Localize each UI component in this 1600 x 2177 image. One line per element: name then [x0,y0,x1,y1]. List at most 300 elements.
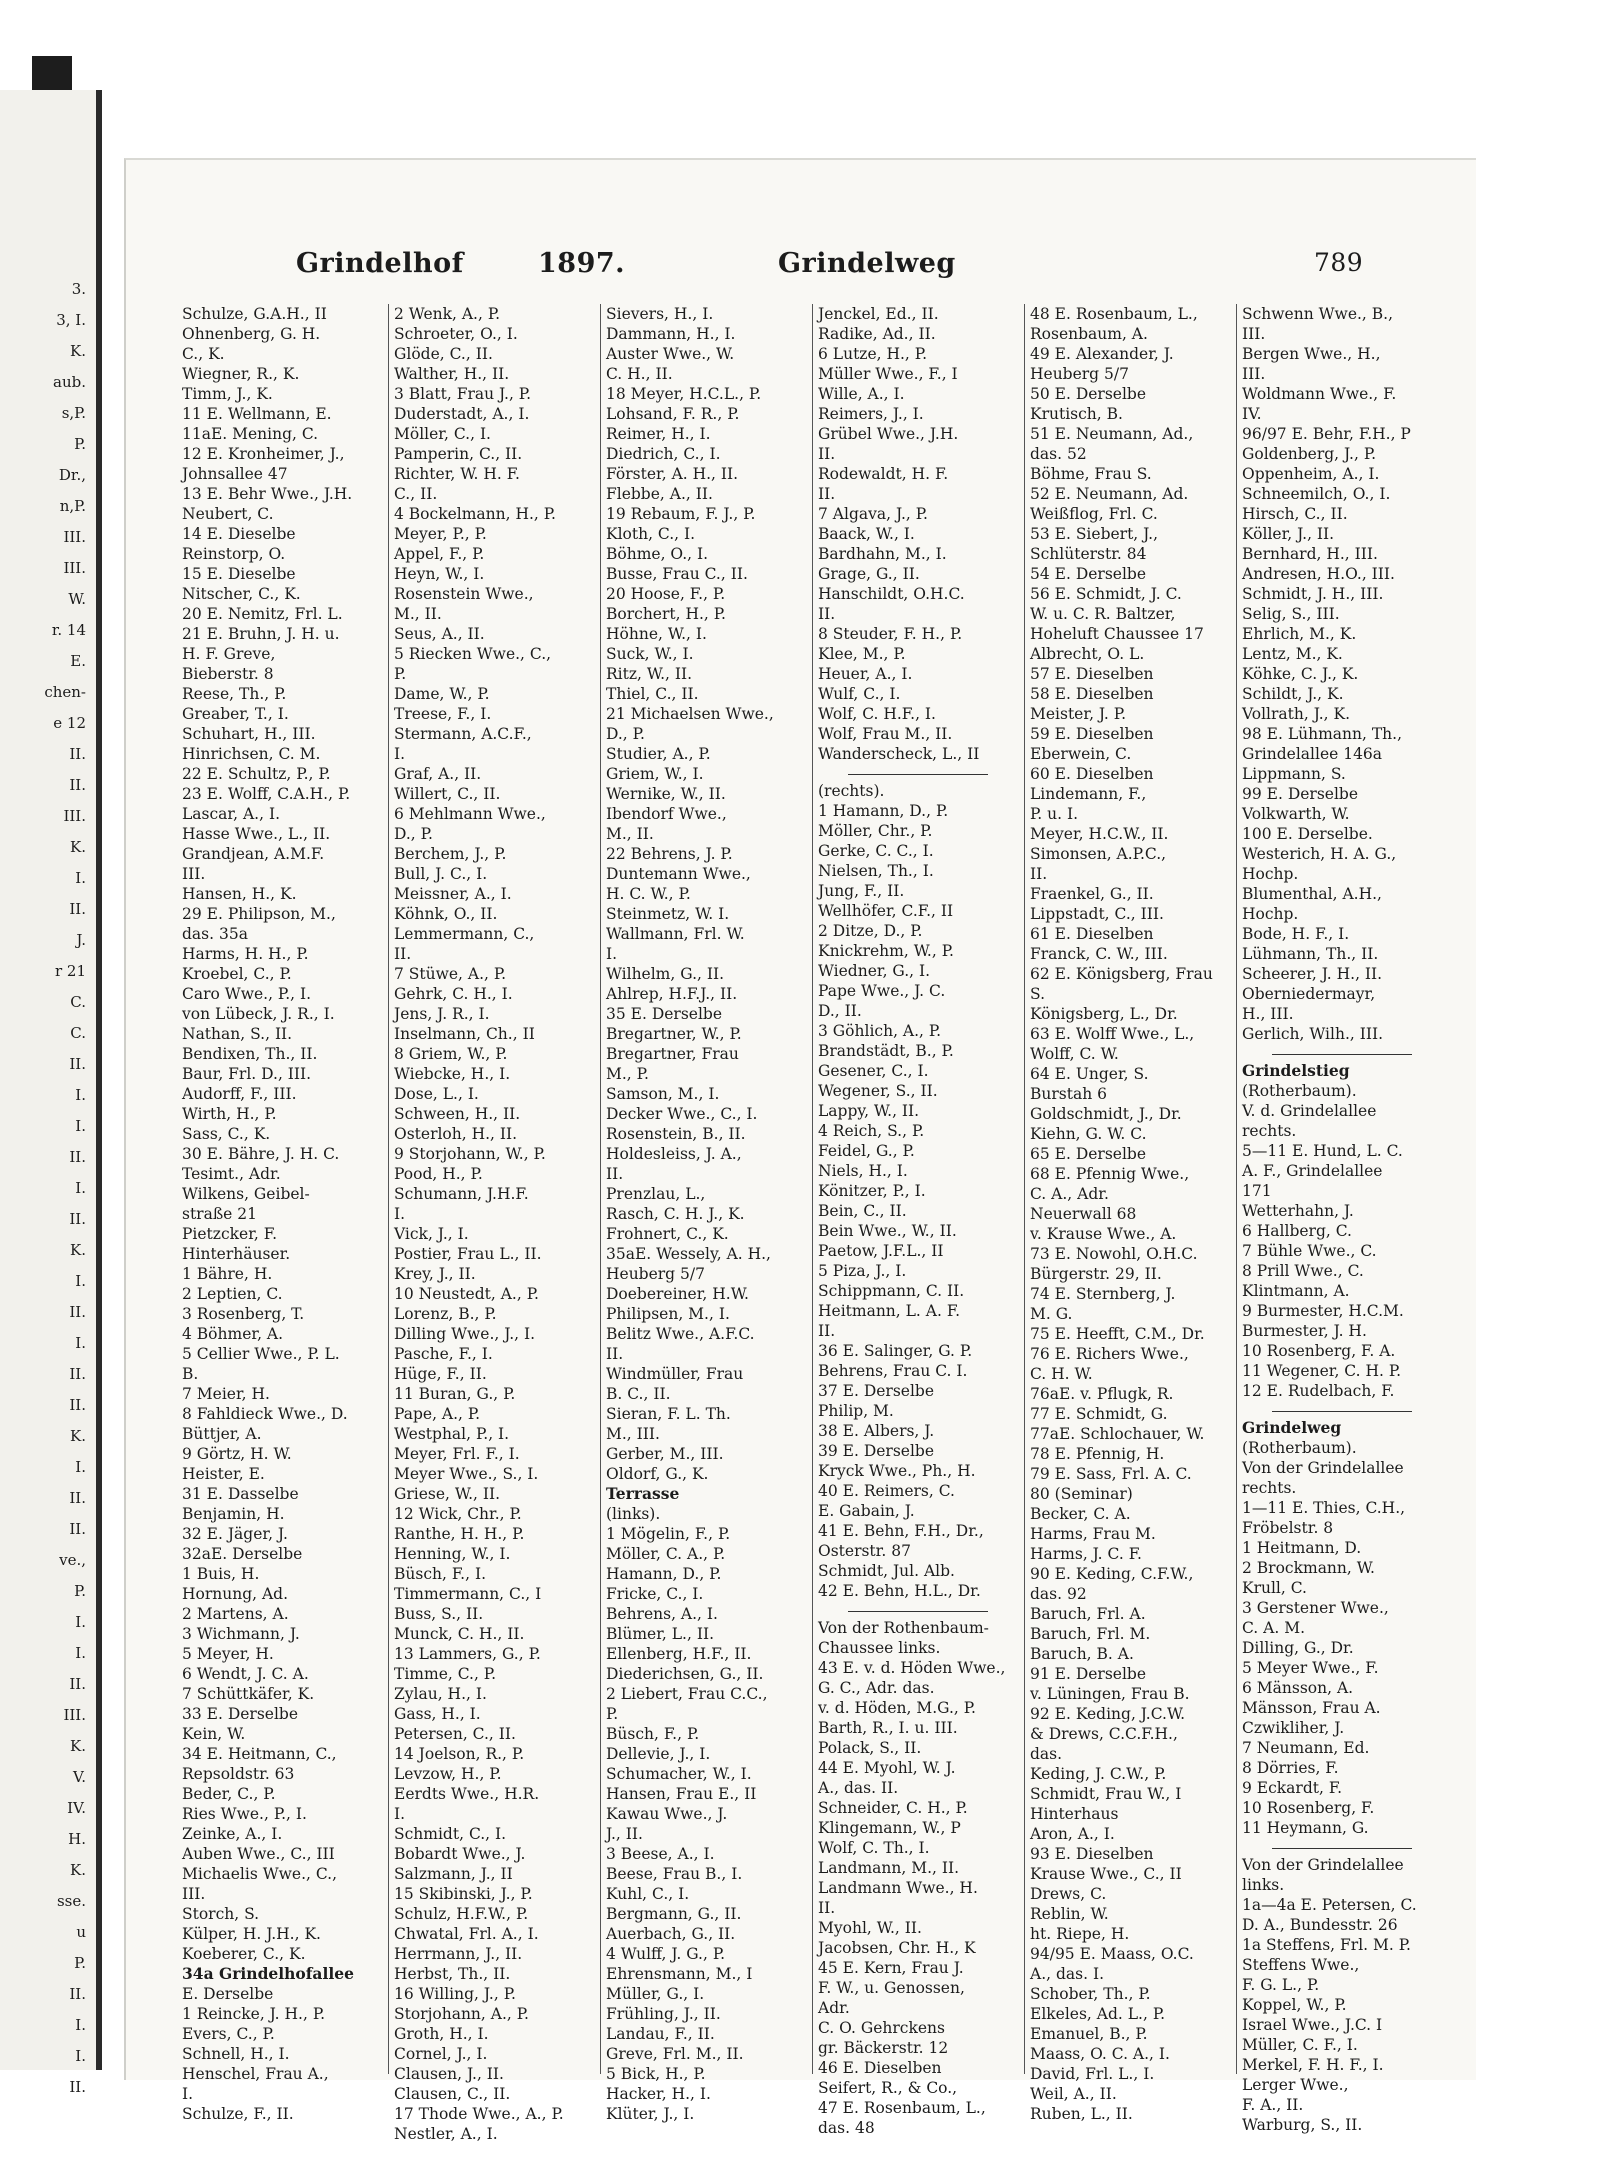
directory-entry: 37 E. Derselbe [818,1382,935,1400]
directory-entry: M., P. [606,1065,649,1083]
directory-entry: Weißflog, Frl. C. [1030,505,1158,523]
directory-entry: Diedrich, C., I. [606,445,721,463]
directory-entry: Von der Grindelallee [1242,1856,1404,1874]
directory-entry: Harms, Frau M. [1030,1525,1156,1543]
street-heading: Terrasse [606,1484,680,1503]
directory-entry: Becker, C. A. [1030,1505,1131,1523]
directory-entry: Storch, S. [182,1905,260,1923]
directory-entry: Suck, W., I. [606,645,694,663]
directory-entry: Busse, Frau C., II. [606,565,748,583]
directory-entry: Albrecht, O. L. [1030,645,1145,663]
directory-entry: Johnsallee 47 [182,465,288,483]
directory-entry: 31 E. Dasselbe [182,1485,299,1503]
directory-entry: Harms, H. H., P. [182,945,309,963]
directory-entry: Gesener, C., I. [818,1062,929,1080]
directory-entry: Reimer, H., I. [606,425,711,443]
directory-entry: 10 Neustedt, A., P. [394,1285,539,1303]
directory-entry: Duntemann Wwe., [606,865,751,883]
directory-entry: 9 Storjohann, W., P. [394,1145,546,1163]
directory-entry: Wellhöfer, C.F., II [818,902,954,920]
directory-entry: Henning, W., I. [394,1545,511,1563]
directory-entry: II. [606,1165,624,1183]
directory-entry: Heyn, W., I. [394,565,485,583]
directory-entry: Landmann, M., II. [818,1859,960,1877]
directory-entry: Lentz, M., K. [1242,645,1343,663]
directory-entry: 1 Bähre, H. [182,1265,273,1283]
directory-entry: Fricke, C., I. [606,1585,704,1603]
directory-entry: Schumann, J.H.F. [394,1185,529,1203]
directory-entry: 54 E. Derselbe [1030,565,1147,583]
directory-entry: Hirsch, C., II. [1242,505,1348,523]
directory-entry: Hinterhäuser. [182,1245,291,1263]
directory-entry: II. [606,1345,624,1363]
directory-entry: Wegener, S., II. [818,1082,938,1100]
directory-entry: 5 Meyer, H. [182,1645,274,1663]
directory-entry: I. [606,945,618,963]
previous-page-fragment: C. [70,1024,86,1042]
directory-entry: Pamperin, C., II. [394,445,523,463]
directory-entry: 5 Cellier Wwe., P. L. [182,1345,340,1363]
directory-entry: Decker Wwe., C., I. [606,1105,758,1123]
directory-entry: Meister, J. P. [1030,705,1126,723]
directory-entry: III. [1242,365,1266,383]
directory-entry: Lohsand, F. R., P. [606,405,740,423]
directory-entry: Bobardt Wwe., J. [394,1845,526,1863]
directory-entry: Hoheluft Chaussee 17 [1030,625,1204,643]
directory-entry: Königsberg, L., Dr. [1030,1005,1178,1023]
directory-entry: Treese, F., I. [394,705,492,723]
directory-entry: 21 E. Bruhn, J. H. u. [182,625,340,643]
directory-entry: 5 Riecken Wwe., C., [394,645,552,663]
directory-entry: 6 Mehlmann Wwe., [394,805,546,823]
directory-entry: Reese, Th., P. [182,685,287,703]
directory-entry: 74 E. Sternberg, J. [1030,1285,1176,1303]
directory-entry: Kuhl, C., I. [606,1885,690,1903]
directory-entry: Müller, G., I. [606,1985,705,2003]
directory-entry: Hacker, H., I. [606,2085,711,2103]
directory-entry: 43 E. v. d. Höden Wwe., [818,1659,1006,1677]
previous-page-fragment: e 12 [53,714,86,732]
directory-entry: Wirth, H., P. [182,1105,277,1123]
directory-entry: Westerich, H. A. G., [1242,845,1397,863]
directory-entry: Schulz, H.F.W., P. [394,1905,529,1923]
previous-page-fragment: K. [70,342,86,360]
directory-entry: 11 Buran, G., P. [394,1385,516,1403]
directory-entry: Sieran, F. L. Th. [606,1405,731,1423]
directory-entry: 2 Brockmann, W. [1242,1559,1375,1577]
directory-entry: Inselmann, Ch., II [394,1025,535,1043]
previous-page-fragment: II. [69,900,86,918]
directory-entry: M., II. [394,605,442,623]
directory-entry: 36 E. Salinger, G. P. [818,1342,973,1360]
directory-entry: 46 E. Dieselben [818,2059,942,2077]
directory-entry: Richter, W. H. F. [394,465,520,483]
page-number: 789 [1314,248,1364,277]
directory-entry: Schnell, H., I. [182,2045,290,2063]
directory-entry: Nitscher, C., K. [182,585,301,603]
directory-entry: Myohl, W., II. [818,1919,922,1937]
section-rule [1272,1403,1412,1412]
left-street-heading: Grindelhof [296,248,464,279]
previous-page-fragment: II. [69,1396,86,1414]
directory-entry: 4 Bockelmann, H., P. [394,505,556,523]
directory-entry: Wolf, C. H.F., I. [818,705,936,723]
directory-entry: Bieberstr. 8 [182,665,274,683]
directory-entry: Köhnk, O., II. [394,905,498,923]
directory-entry: Oppenheim, A., I. [1242,465,1380,483]
directory-entry: 14 E. Dieselbe [182,525,296,543]
directory-entry: Kiehn, G. W. C. [1030,1125,1147,1143]
directory-entry: Hornung, Ad. [182,1585,289,1603]
section-rule [848,766,988,775]
directory-entry: Landau, F., II. [606,2025,715,2043]
directory-entry: Storjohann, A., P. [394,2005,529,2023]
directory-entry: Hamann, D., P. [606,1565,722,1583]
directory-entry: 22 E. Schultz, P., P. [182,765,331,783]
directory-entry: 11 E. Wellmann, E. [182,405,332,423]
directory-entry: Knickrehm, W., P. [818,942,954,960]
directory-entry: 32aE. Derselbe [182,1545,303,1563]
directory-entry: Griese, W., II. [394,1485,501,1503]
directory-entry: 3 Göhlich, A., P. [818,1022,942,1040]
previous-page-fragment: K. [70,1737,86,1755]
previous-page-fragment: I. [75,1458,86,1476]
previous-page-fragment: s,P. [61,404,86,422]
directory-entry: Grübel Wwe., J.H. [818,425,959,443]
directory-entry: Hochp. [1242,905,1299,923]
previous-page-fragment: W. [68,590,86,608]
directory-entry: Ibendorf Wwe., [606,805,727,823]
directory-entry: Blumenthal, A.H., [1242,885,1382,903]
directory-entry: Volkwarth, W. [1242,805,1350,823]
directory-entry: 53 E. Siebert, J., [1030,525,1159,543]
directory-entry: Berchem, J., P. [394,845,507,863]
directory-entry: Holdesleiss, J. A., [606,1145,742,1163]
directory-columns [182,304,1462,2143]
directory-entry: Kawau Wwe., J. [606,1805,728,1823]
directory-entry: 38 E. Albers, J. [818,1422,935,1440]
directory-entry: Krey, J., II. [394,1265,476,1283]
previous-page-fragment: II. [69,2078,86,2096]
directory-entry: Osterstr. 87 [818,1542,911,1560]
directory-entry: Groth, H., I. [394,2025,489,2043]
directory-entry: Eberwein, C. [1030,745,1132,763]
directory-entry: Evers, C., P. [182,2025,275,2043]
directory-entry: Schulze, F., II. [182,2105,294,2123]
directory-entry: Duderstadt, A., I. [394,405,530,423]
directory-entry: B. C., II. [606,1385,671,1403]
directory-entry: das. [1030,1745,1063,1763]
previous-page-fragment: II. [69,1055,86,1073]
directory-entry: Behrens, A., I. [606,1605,718,1623]
year-heading: 1897. [538,248,626,279]
directory-entry: Möller, C., I. [394,425,491,443]
directory-entry: M., III. [606,1425,660,1443]
directory-entry: Ritz, W., II. [606,665,693,683]
previous-page-fragment: III. [63,807,86,825]
directory-entry: Schmidt, C., I. [394,1825,507,1843]
previous-page-fragment: III. [63,1706,86,1724]
previous-page-fragment: H. [68,1830,86,1848]
directory-entry: Beese, Frau B., I. [606,1865,743,1883]
previous-page-fragment: E. [70,652,86,670]
directory-entry: Meyer Wwe., S., I. [394,1465,539,1483]
directory-entry: 3 Beese, A., I. [606,1845,715,1863]
directory-entry: gr. Bäckerstr. 12 [818,2039,949,2057]
directory-entry: III. [182,1885,206,1903]
directory-entry: Nathan, S., II. [182,1025,293,1043]
directory-entry: Meyer, Frl. F., I. [394,1445,520,1463]
directory-entry: 171 [1242,1182,1272,1200]
directory-entry: Rosenstein, B., II. [606,1125,746,1143]
directory-entry: Chaussee links. [818,1639,941,1657]
directory-entry: Lemmermann, C., [394,925,535,943]
directory-entry: 8 Griem, W., P. [394,1045,508,1063]
directory-entry: 64 E. Unger, S. [1030,1065,1149,1083]
previous-page-fragment: chen- [44,683,86,701]
directory-entry: & Drews, C.C.F.H., [1030,1725,1178,1743]
directory-entry: Gehrk, C. H., I. [394,985,513,1003]
directory-entry: I. [182,2085,194,2103]
previous-page-fragment: I. [75,1117,86,1135]
directory-entry: Warburg, S., II. [1242,2116,1363,2134]
directory-entry: Sievers, H., I. [606,305,714,323]
directory-entry: 5—11 E. Hund, L. C. [1242,1142,1403,1160]
directory-entry: Diederichsen, G., II. [606,1665,764,1683]
directory-entry: Baack, W., I. [818,525,915,543]
directory-entry: 49 E. Alexander, J. [1030,345,1174,363]
directory-entry: Hinterhaus [1030,1805,1119,1823]
directory-entry: Bardhahn, M., I. [818,545,947,563]
previous-page-fragment: II. [69,745,86,763]
directory-entry: 1 Mögelin, F., P. [606,1525,731,1543]
directory-entry: Audorff, F., III. [182,1085,297,1103]
directory-entry: 7 Neumann, Ed. [1242,1739,1370,1757]
directory-entry: Hanschildt, O.H.C. [818,585,965,603]
directory-entry: 4 Reich, S., P. [818,1122,925,1140]
directory-entry: Förster, A. H., II. [606,465,739,483]
directory-entry: Graf, A., II. [394,765,482,783]
directory-entry: 60 E. Dieselben [1030,765,1154,783]
street-heading: Grindelweg [1242,1418,1342,1437]
directory-entry: Ranthe, H. H., P. [394,1525,525,1543]
previous-page-fragment: 3, I. [56,311,86,329]
directory-entry: Schuhart, H., III. [182,725,316,743]
previous-page-fragment: II. [69,1675,86,1693]
directory-entry: Scheerer, J. H., II. [1242,965,1383,983]
column-rule [812,304,813,2074]
directory-entry: 32 E. Jäger, J. [182,1525,288,1543]
directory-entry: Gass, H., I. [394,1705,481,1723]
previous-page-fragment: II. [69,1303,86,1321]
directory-entry: 10 Rosenberg, F. [1242,1799,1375,1817]
directory-entry: Selig, S., III. [1242,605,1340,623]
directory-entry: 9 Görtz, H. W. [182,1445,292,1463]
previous-page-fragment: aub. [53,373,86,391]
directory-entry: Büsch, F., P. [606,1725,700,1743]
directory-entry: Aron, A., I. [1030,1825,1115,1843]
directory-entry: 41 E. Behn, F.H., Dr., [818,1522,984,1540]
directory-entry: 56 E. Schmidt, J. C. [1030,585,1182,603]
directory-entry: Behrens, Frau C. I. [818,1362,968,1380]
directory-entry: Wernike, W., II. [606,785,726,803]
previous-page-fragment: IV. [67,1799,86,1817]
directory-entry: Büsch, F., I. [394,1565,487,1583]
directory-entry: 91 E. Derselbe [1030,1665,1147,1683]
directory-entry: das. 48 [818,2119,875,2137]
directory-entry: Hochp. [1242,865,1299,883]
directory-entry: Meissner, A., I. [394,885,512,903]
directory-entry: C., K. [182,345,225,363]
directory-entry: Lappy, W., II. [818,1102,920,1120]
directory-entry: 59 E. Dieselben [1030,725,1154,743]
directory-entry: Zylau, H., I. [394,1685,487,1703]
directory-entry: Schwenn Wwe., B., [1242,305,1394,323]
directory-entry: C. A. M. [1242,1619,1306,1637]
directory-entry: Chwatal, Frl. A., I. [394,1925,539,1943]
previous-page-fragment: I. [75,869,86,887]
directory-entry: Schmidt, J. H., III. [1242,585,1384,603]
previous-page-fragment: II. [69,1985,86,2003]
directory-entry: Frohnert, C., K. [606,1225,729,1243]
directory-entry: 12 Wick, Chr., P. [394,1505,522,1523]
directory-entry: A., das. I. [1030,1965,1104,1983]
directory-entry: Pape, A., P. [394,1405,481,1423]
directory-entry: 8 Prill Wwe., C. [1242,1262,1364,1280]
directory-entry: Pietzcker, F. [182,1225,278,1243]
directory-entry: Wilkens, Geibel- [182,1185,310,1203]
directory-entry: Timme, C., P. [394,1665,497,1683]
previous-page-fragment: r 21 [54,962,86,980]
directory-entry: 77aE. Schlochauer, W. [1030,1425,1205,1443]
directory-column-1 [182,304,382,2123]
previous-page-fragment: sse. [56,1892,86,1910]
directory-entry: Müller, C. F., I. [1242,2036,1358,2054]
directory-entry: 79 E. Sass, Frl. A. C. [1030,1465,1192,1483]
directory-entry: Schneemilch, O., I. [1242,485,1391,503]
directory-entry: Frühling, J., II. [606,2005,721,2023]
directory-entry: Dammann, H., I. [606,325,736,343]
directory-entry: straße 21 [182,1205,258,1223]
directory-entry: II. [818,1322,836,1340]
directory-entry: Sass, C., K. [182,1125,271,1143]
directory-entry: Willert, C., II. [394,785,501,803]
column-rule [1024,304,1025,2074]
directory-entry: Paetow, J.F.L., II [818,1242,944,1260]
directory-entry: Goldenberg, J., P. [1242,445,1377,463]
previous-page-fragment: 3. [71,280,86,298]
directory-entry: Philip, M. [818,1402,894,1420]
directory-entry: Schween, H., II. [394,1105,521,1123]
directory-entry: A. F., Grindelallee [1242,1162,1383,1180]
directory-entry: C. H., II. [606,365,673,383]
directory-entry: 1a Steffens, Frl. M. P. [1242,1936,1411,1954]
directory-entry: 58 E. Dieselben [1030,685,1154,703]
directory-entry: Osterloh, H., II. [394,1125,518,1143]
directory-entry: Gerke, C. C., I. [818,842,934,860]
directory-entry: Mänsson, Frau A. [1242,1699,1381,1717]
directory-entry: 7 Algava, J., P. [818,505,928,523]
directory-entry: 18 Meyer, H.C.L., P. [606,385,762,403]
directory-entry: Samson, M., I. [606,1085,720,1103]
directory-entry: 13 Lammers, G., P. [394,1645,541,1663]
directory-entry: Jenckel, Ed., II. [818,305,939,323]
directory-entry: Dilling, G., Dr. [1242,1639,1354,1657]
directory-entry: Wolff, C. W. [1030,1045,1119,1063]
directory-entry: 100 E. Derselbe. [1242,825,1373,843]
directory-entry: Auster Wwe., W. [606,345,735,363]
directory-entry: Büttjer, A. [182,1425,262,1443]
previous-page-fragment: K. [70,1427,86,1445]
directory-entry: Zeinke, A., I. [182,1825,283,1843]
directory-entry: 2 Liebert, Frau C.C., [606,1685,768,1703]
directory-entry: Lorenz, B., P. [394,1305,497,1323]
directory-entry: 63 E. Wolff Wwe., L., [1030,1025,1195,1043]
directory-entry: W. u. C. R. Baltzer, [1030,605,1176,623]
directory-entry: 33 E. Derselbe [182,1705,299,1723]
directory-entry: Baruch, Frl. M. [1030,1625,1151,1643]
directory-entry: Schulze, G.A.H., II [182,305,327,323]
directory-entry: 73 E. Nowohl, O.H.C. [1030,1245,1198,1263]
directory-entry: Henschel, Frau A., [182,2065,329,2083]
directory-entry: 50 E. Derselbe [1030,385,1147,403]
directory-entry: 13 E. Behr Wwe., J.H. [182,485,353,503]
directory-entry: Postier, Frau L., II. [394,1245,542,1263]
directory-entry: 6 Mänsson, A. [1242,1679,1354,1697]
directory-entry: Niels, H., I. [818,1162,908,1180]
directory-entry: Wolf, Frau M., II. [818,725,953,743]
directory-entry: I. [394,1805,406,1823]
directory-entry: Neuerwall 68 [1030,1205,1137,1223]
directory-entry: M. G. [1030,1305,1073,1323]
previous-page-fragment: II. [69,1365,86,1383]
directory-entry: Koeberer, C., K. [182,1945,306,1963]
previous-page-fragment: I. [75,1644,86,1662]
directory-entry: Borchert, H., P. [606,605,726,623]
directory-entry: 6 Wendt, J. C. A. [182,1665,309,1683]
directory-entry: Von der Rothenbaum- [818,1619,989,1637]
directory-entry: IV. [1242,405,1262,423]
directory-entry: Möller, C. A., P. [606,1545,726,1563]
directory-entry: v. Lüningen, Frau B. [1030,1685,1190,1703]
directory-entry: 61 E. Dieselben [1030,925,1154,943]
directory-entry: 7 Stüwe, A., P. [394,965,507,983]
directory-entry: Flebbe, A., II. [606,485,713,503]
section-rule [1272,1840,1412,1849]
directory-entry: 7 Meier, H. [182,1385,270,1403]
directory-entry: Ehrensmann, M., I [606,1965,753,1983]
directory-entry: 39 E. Derselbe [818,1442,935,1460]
directory-entry: Hansen, H., K. [182,885,297,903]
directory-entry: II. [818,1899,836,1917]
directory-entry: Krause Wwe., C., II [1030,1865,1182,1883]
directory-entry: 3 Wichmann, J. [182,1625,300,1643]
previous-page-fragment: K. [70,838,86,856]
directory-entry: 12 E. Kronheimer, J., [182,445,345,463]
directory-entry: Klee, M., P. [818,645,906,663]
directory-entry: 10 Rosenberg, F. A. [1242,1342,1396,1360]
directory-entry: Fröbelstr. 8 [1242,1519,1334,1537]
directory-entry: Hasse Wwe., L., II. [182,825,331,843]
directory-entry: Timm, J., K. [182,385,273,403]
directory-entry: 92 E. Keding, J.C.W. [1030,1705,1186,1723]
directory-entry: B. [182,1365,199,1383]
previous-page-fragment: J. [76,931,86,949]
directory-entry: Grage, G., II. [818,565,920,583]
previous-page-fragment: I. [75,2047,86,2065]
directory-entry: 2 Martens, A. [182,1605,289,1623]
directory-page [124,158,1476,2143]
